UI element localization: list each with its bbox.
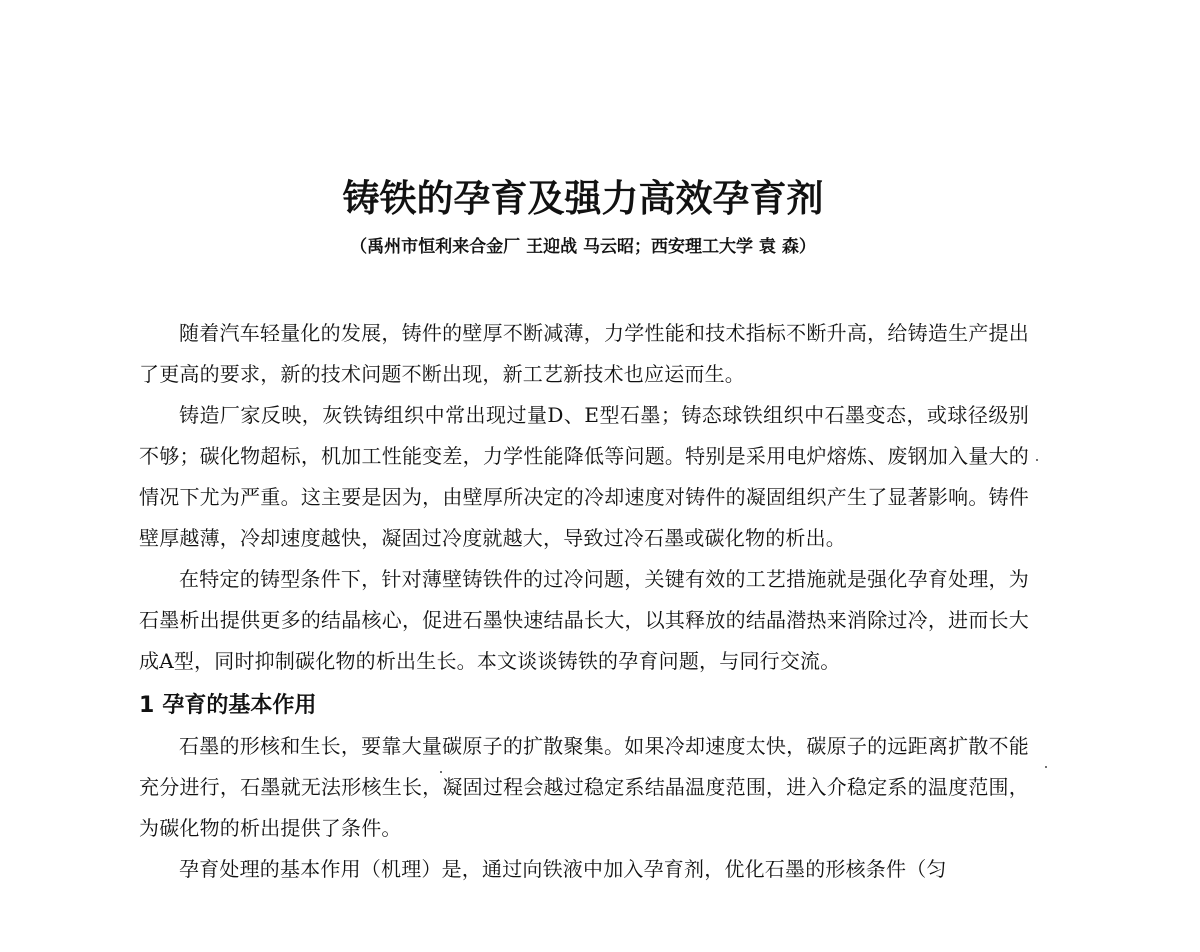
section-number: 1	[139, 693, 155, 718]
author-affiliations: （禹州市恒利来合金厂 王迎战 马云昭；西安理工大学 袁 森）	[350, 237, 816, 257]
intro-paragraph-1: 随着汽车轻量化的发展，铸件的壁厚不断减薄，力学性能和技术指标不断升高，给铸造生产提出了更高的要求，新的技术问题不断出现，新工艺新技术也应运而生。	[139, 321, 1029, 386]
section-title: 孕育的基本作用	[162, 693, 317, 718]
paper-title: 铸铁的孕育及强力高效孕育剂	[342, 177, 824, 220]
scan-speck	[1045, 766, 1047, 768]
intro-paragraph-3: 在特定的铸型条件下，针对薄壁铸铁件的过冷问题，关键有效的工艺措施就是强化孕育处理，为石墨析出提供更多的结晶核心，促进石墨快速结晶长大，以其释放的结晶潜热来消除过冷，进而长大成A型，同时抑制碳化物的析出生长。本文谈谈铸铁的孕育问题，与同行交流。	[139, 567, 1029, 673]
scan-speck	[1036, 459, 1038, 461]
scan-speck	[440, 771, 442, 773]
section-paragraph-2: 孕育处理的基本作用（机理）是，通过向铁液中加入孕育剂，优化石墨的形核条件（匀	[179, 857, 947, 881]
section-heading	[139, 686, 1029, 726]
section-paragraph-1: 石墨的形核和生长，要靠大量碳原子的扩散聚集。如果冷却速度太快，碳原子的远距离扩散不能充分进行，石墨就无法形核生长，凝固过程会越过稳定系结晶温度范围，进入介稳定系的温度范围，为碳化物的析出提供了条件。	[139, 734, 1029, 840]
intro-paragraph-2: 铸造厂家反映，灰铁铸组织中常出现过量D、E型石墨；铸态球铁组织中石墨变态，或球径级别不够；碳化物超标，机加工性能变差，力学性能降低等问题。特别是采用电炉熔炼、废钢加入量大的情况下尤为严重。这主要是因为，由壁厚所决定的冷却速度对铸件的凝固组织产生了显著影响。铸件壁厚越薄，冷却速度越快，凝固过冷度就越大，导致过冷石墨或碳化物的析出。	[139, 403, 1029, 550]
paper-body	[139, 313, 1029, 890]
